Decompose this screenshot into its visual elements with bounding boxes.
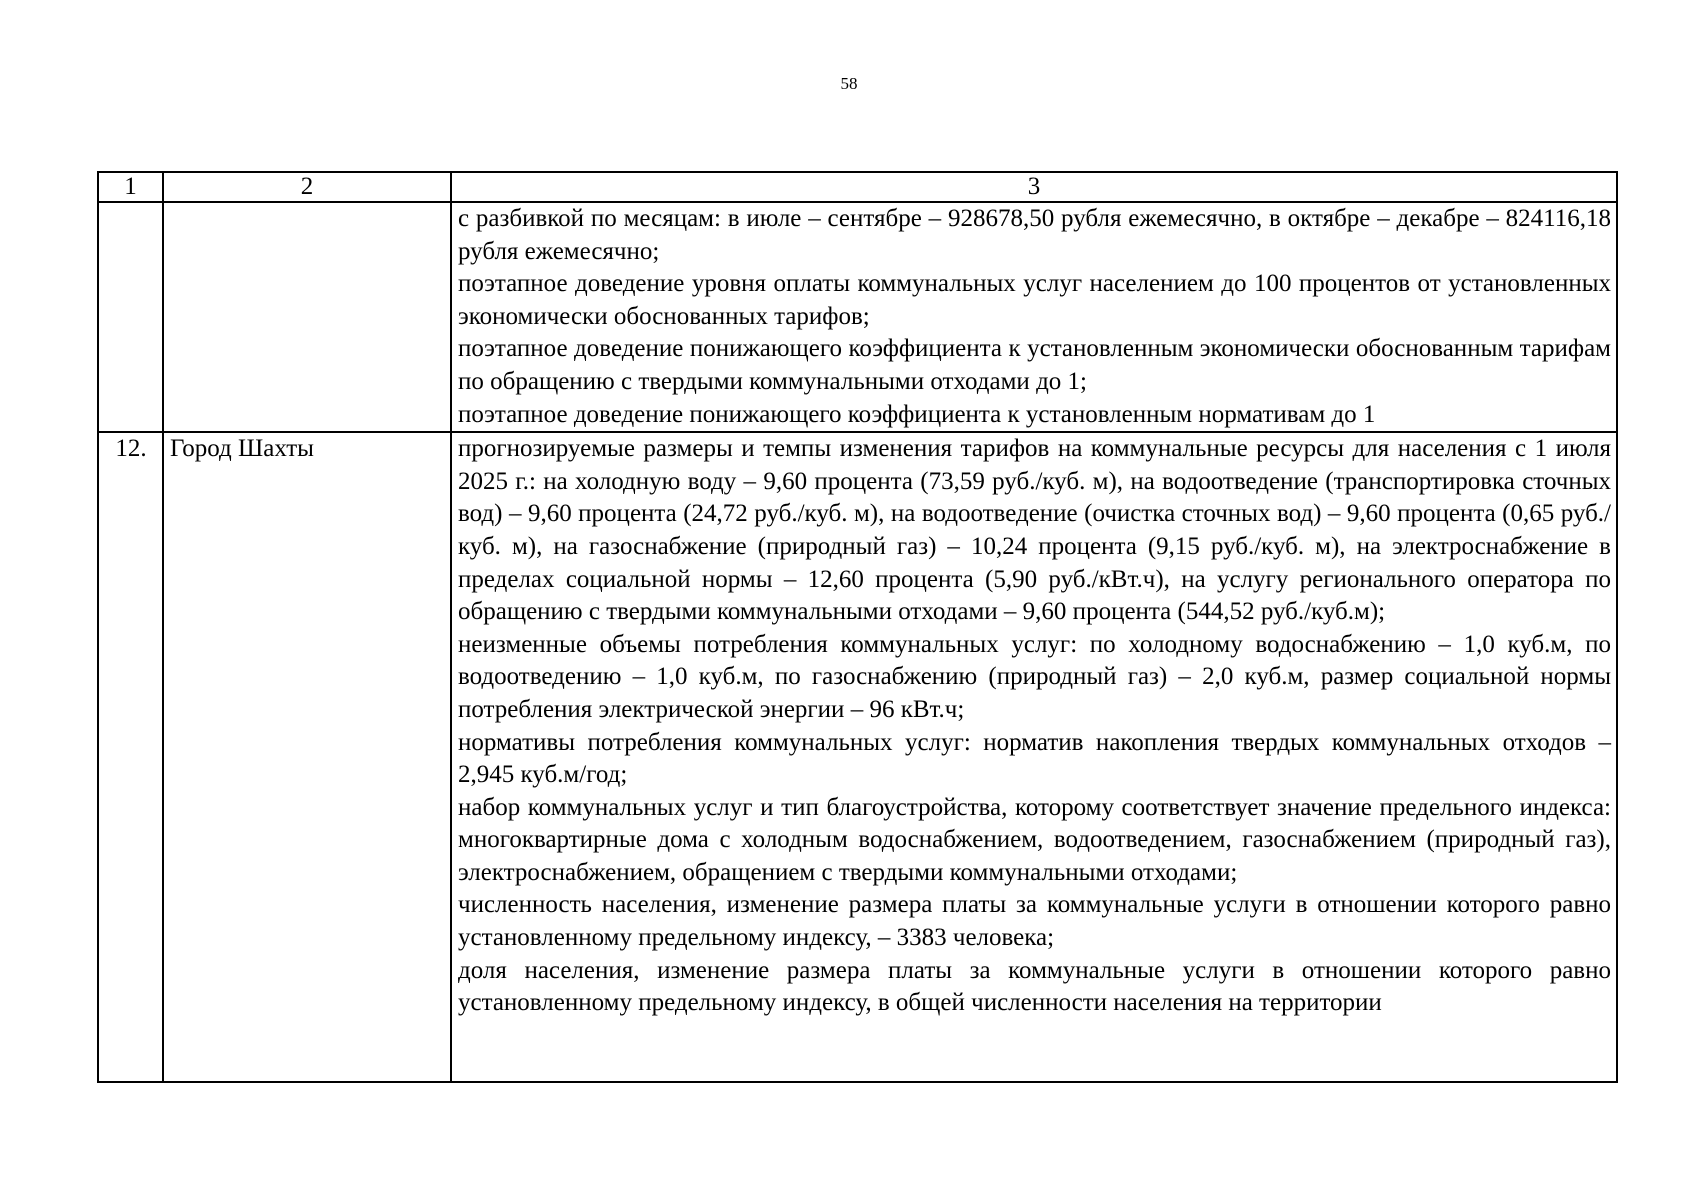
row-name-cell: Город Шахты (163, 432, 451, 1082)
text-paragraph: поэтапное доведение понижающего коэффициента к установленным нормативам до 1 (458, 400, 1376, 428)
header-cell-3: 3 (451, 172, 1617, 202)
document-table (97, 171, 1618, 1083)
text-paragraph: с разбивкой по месяцам: в июле – сентябре – 928678,50 рубля ежемесячно, в октябре – декабре – 824116,18 рубля ежемесячно; (458, 205, 1611, 265)
table-row (98, 202, 1617, 432)
text-paragraph: поэтапное доведение уровня оплаты коммунальных услуг населением до 100 процентов от установленных экономически обоснованных тарифов; (458, 270, 1611, 330)
row-number-cell (98, 202, 163, 432)
text-paragraph: доля населения, изменение размера платы за коммунальные услуги в отношении которого равно установленному предельному индексу, в общей численности населения на территории (458, 956, 1611, 1017)
row-number-cell: 12. (98, 432, 163, 1082)
header-cell-1: 1 (98, 172, 163, 202)
row-name-cell (163, 202, 451, 432)
header-cell-2: 2 (163, 172, 451, 202)
text-paragraph: набор коммунальных услуг и тип благоустройства, которому соответствует значение предельного индекса: многоквартирные дома с холодным водоснабжением, водоотведением, газоснабжением (природный газ), электроснабжением, обращением с твердыми коммунальными отходами; (458, 793, 1611, 886)
text-paragraph: прогнозируемые размеры и темпы изменения тарифов на коммунальные ресурсы для населения с 1 июля 2025 г.: на холодную воду – 9,60 процента (73,59 руб./куб. м), на водоотведение (транспортировка сточных вод) – 9,60 процента (24,72 руб./куб. м), на водоотведение (очистка сточных вод) – 9,60 процента (0,65 руб./куб. м), на газоснабжение (природный газ) – 10,24 процента (9,15 руб./куб. м), на электроснабжение в пределах социальной нормы – 12,60 процента (5,90 руб./кВт.ч), на услугу регионального оператора по обращению с твердыми коммунальными отходами – 9,60 процента (544,52 руб./куб.м); (458, 435, 1611, 626)
text-paragraph: нормативы потребления коммунальных услуг: норматив накопления твердых коммунальных отходов – 2,945 куб.м/год; (458, 728, 1611, 789)
text-paragraph: поэтапное доведение понижающего коэффициента к установленным экономически обоснованным тарифам по обращению с твердыми коммунальными отходами до 1; (458, 335, 1611, 395)
table-row (98, 432, 1617, 1082)
text-paragraph: численность населения, изменение размера платы за коммунальные услуги в отношении которого равно установленному предельному индексу, – 3383 человека; (458, 891, 1611, 952)
page-number: 58 (840, 74, 858, 93)
row-text-cell (451, 432, 1617, 1082)
table-header-row (98, 172, 1617, 202)
text-paragraph: неизменные объемы потребления коммунальных услуг: по холодному водоснабжению – 1,0 куб.м, по водоотведению – 1,0 куб.м, по газоснабжению (природный газ) – 2,0 куб.м, размер социальной нормы потребления электрической энергии – 96 кВт.ч; (458, 630, 1611, 723)
row-text-cell (451, 202, 1617, 432)
